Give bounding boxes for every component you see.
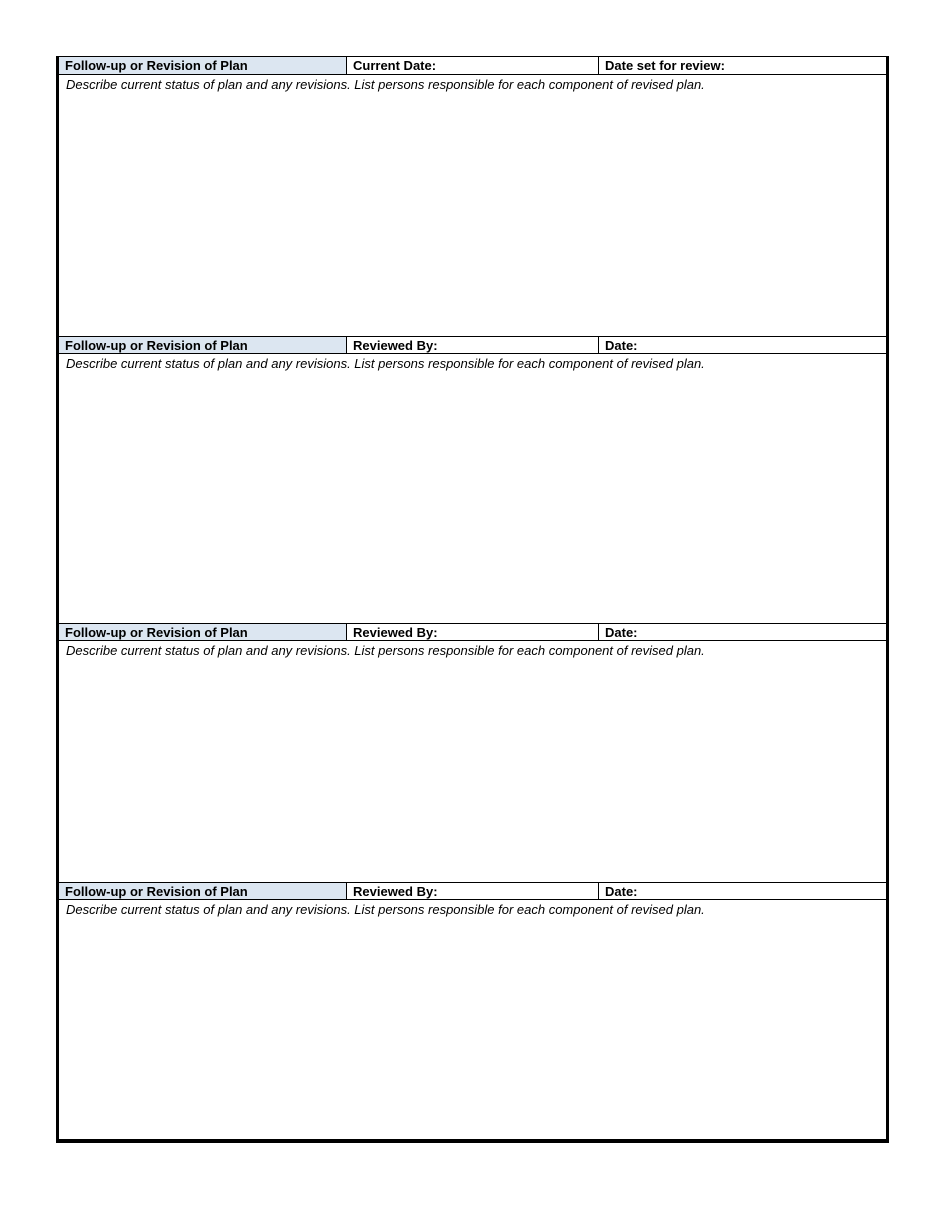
date-field[interactable]: Date:: [605, 337, 638, 353]
follow-up-form: [56, 56, 889, 1143]
section-title: Follow-up or Revision of Plan: [59, 337, 347, 353]
revision-section-2: [59, 336, 886, 619]
section-instruction: Describe current status of plan and any revisions. List persons responsible for each component of revised plan.: [66, 902, 705, 917]
notes-writing-area[interactable]: [59, 92, 886, 350]
revision-section-3: [59, 623, 886, 878]
review-date-field[interactable]: Date set for review:: [605, 58, 725, 73]
notes-writing-area[interactable]: [59, 658, 886, 878]
current-date-field[interactable]: Current Date:: [347, 57, 599, 74]
reviewed-by-field[interactable]: Reviewed By:: [347, 624, 599, 640]
section-instruction: Describe current status of plan and any revisions. List persons responsible for each component of revised plan.: [66, 77, 705, 92]
section-title: Follow-up or Revision of Plan: [59, 57, 347, 74]
section-header-row: [59, 57, 886, 75]
revision-section-4: [59, 882, 886, 1137]
section-header-row: [59, 623, 886, 641]
section-header-row: [59, 336, 886, 354]
revision-section-1: [59, 57, 886, 350]
section-header-row: [59, 882, 886, 900]
reviewed-by-field[interactable]: Reviewed By:: [347, 337, 599, 353]
notes-writing-area[interactable]: [59, 371, 886, 619]
date-field[interactable]: Date:: [605, 883, 638, 899]
section-title: Follow-up or Revision of Plan: [59, 624, 347, 640]
section-instruction: Describe current status of plan and any revisions. List persons responsible for each component of revised plan.: [66, 643, 705, 658]
section-title: Follow-up or Revision of Plan: [59, 883, 347, 899]
reviewed-by-field[interactable]: Reviewed By:: [347, 883, 599, 899]
notes-writing-area[interactable]: [59, 917, 886, 1137]
date-field[interactable]: Date:: [605, 624, 638, 640]
section-instruction: Describe current status of plan and any revisions. List persons responsible for each component of revised plan.: [66, 356, 705, 371]
